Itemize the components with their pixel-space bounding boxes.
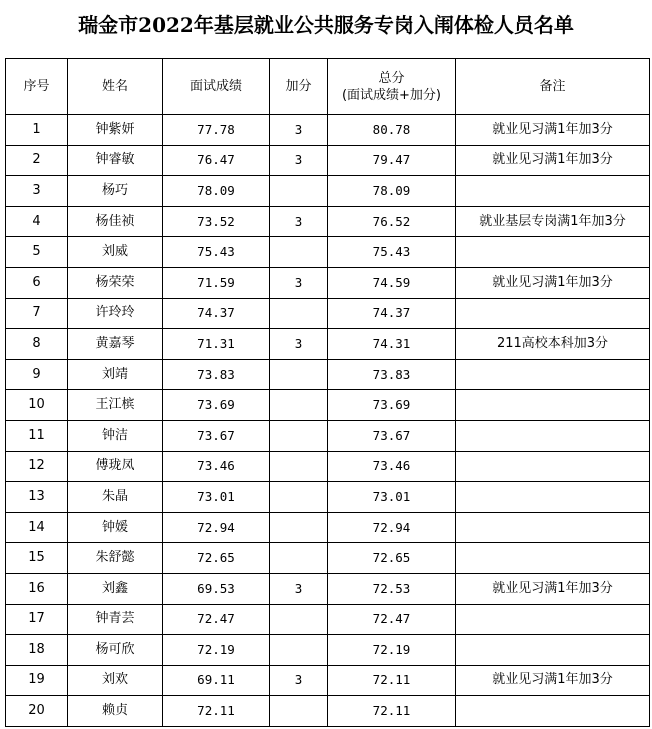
- header-interview-score: 面试成绩: [163, 59, 270, 115]
- cell-seq: 17: [6, 604, 68, 635]
- header-name: 姓名: [68, 59, 163, 115]
- cell-interview-score: 73.67: [163, 420, 270, 451]
- header-remark: 备注: [456, 59, 650, 115]
- cell-name: 钟媛: [68, 512, 163, 543]
- cell-total: 73.67: [328, 420, 456, 451]
- cell-remark: 就业见习满1年加3分: [456, 115, 650, 146]
- cell-total: 72.94: [328, 512, 456, 543]
- cell-name: 杨佳祯: [68, 206, 163, 237]
- table-row: [6, 573, 650, 604]
- cell-name: 许玲玲: [68, 298, 163, 329]
- cell-name: 钟睿敏: [68, 145, 163, 176]
- cell-remark: [456, 237, 650, 268]
- cell-interview-score: 69.53: [163, 573, 270, 604]
- table-row: [6, 512, 650, 543]
- cell-remark: [456, 604, 650, 635]
- cell-bonus: [270, 604, 328, 635]
- cell-name: 刘威: [68, 237, 163, 268]
- cell-name: 刘靖: [68, 359, 163, 390]
- cell-remark: [456, 420, 650, 451]
- cell-bonus: [270, 390, 328, 421]
- cell-remark: [456, 298, 650, 329]
- cell-name: 刘欢: [68, 665, 163, 696]
- cell-interview-score: 72.94: [163, 512, 270, 543]
- header-total-label: 总分: [378, 70, 405, 86]
- cell-seq: 3: [6, 176, 68, 207]
- cell-seq: 4: [6, 206, 68, 237]
- cell-seq: 5: [6, 237, 68, 268]
- cell-interview-score: 76.47: [163, 145, 270, 176]
- cell-interview-score: 71.59: [163, 267, 270, 298]
- candidate-table: [5, 58, 650, 727]
- cell-name: 朱舒懿: [68, 543, 163, 574]
- table-row: [6, 359, 650, 390]
- cell-total: 72.47: [328, 604, 456, 635]
- cell-remark: [456, 390, 650, 421]
- table-row: [6, 482, 650, 513]
- cell-name: 刘鑫: [68, 573, 163, 604]
- cell-bonus: [270, 359, 328, 390]
- cell-total: 76.52: [328, 206, 456, 237]
- cell-total: 72.53: [328, 573, 456, 604]
- cell-total: 73.69: [328, 390, 456, 421]
- cell-remark: [456, 482, 650, 513]
- table-row: [6, 206, 650, 237]
- cell-seq: 11: [6, 420, 68, 451]
- cell-remark: [456, 451, 650, 482]
- cell-bonus: [270, 482, 328, 513]
- cell-name: 杨可欣: [68, 635, 163, 666]
- cell-total: 80.78: [328, 115, 456, 146]
- cell-total: 78.09: [328, 176, 456, 207]
- cell-name: 杨巧: [68, 176, 163, 207]
- table-row: [6, 390, 650, 421]
- cell-bonus: [270, 298, 328, 329]
- cell-bonus: 3: [270, 573, 328, 604]
- cell-seq: 7: [6, 298, 68, 329]
- cell-seq: 16: [6, 573, 68, 604]
- cell-bonus: [270, 635, 328, 666]
- cell-interview-score: 77.78: [163, 115, 270, 146]
- cell-interview-score: 73.46: [163, 451, 270, 482]
- cell-seq: 13: [6, 482, 68, 513]
- table-row: [6, 115, 650, 146]
- cell-seq: 6: [6, 267, 68, 298]
- cell-total: 73.01: [328, 482, 456, 513]
- cell-total: 75.43: [328, 237, 456, 268]
- cell-total: 72.19: [328, 635, 456, 666]
- table-row: [6, 420, 650, 451]
- cell-interview-score: 72.19: [163, 635, 270, 666]
- header-seq: 序号: [6, 59, 68, 115]
- cell-remark: [456, 696, 650, 727]
- cell-remark: 211高校本科加3分: [456, 329, 650, 360]
- cell-interview-score: 72.65: [163, 543, 270, 574]
- cell-name: 赖贞: [68, 696, 163, 727]
- header-row: [6, 59, 650, 115]
- cell-name: 朱晶: [68, 482, 163, 513]
- cell-interview-score: 72.47: [163, 604, 270, 635]
- cell-remark: [456, 635, 650, 666]
- cell-name: 黄嘉琴: [68, 329, 163, 360]
- cell-interview-score: 74.37: [163, 298, 270, 329]
- cell-name: 傅珑凤: [68, 451, 163, 482]
- cell-interview-score: 71.31: [163, 329, 270, 360]
- cell-bonus: 3: [270, 665, 328, 696]
- cell-bonus: 3: [270, 145, 328, 176]
- cell-remark: [456, 543, 650, 574]
- cell-remark: 就业基层专岗满1年加3分: [456, 206, 650, 237]
- cell-seq: 19: [6, 665, 68, 696]
- cell-name: 钟洁: [68, 420, 163, 451]
- cell-bonus: 3: [270, 115, 328, 146]
- cell-interview-score: 78.09: [163, 176, 270, 207]
- cell-bonus: [270, 420, 328, 451]
- cell-interview-score: 75.43: [163, 237, 270, 268]
- table-row: [6, 237, 650, 268]
- table-row: [6, 329, 650, 360]
- cell-total: 79.47: [328, 145, 456, 176]
- cell-seq: 9: [6, 359, 68, 390]
- cell-interview-score: 73.01: [163, 482, 270, 513]
- cell-seq: 18: [6, 635, 68, 666]
- header-total-formula: (面试成绩+加分): [341, 87, 442, 103]
- cell-remark: [456, 512, 650, 543]
- cell-seq: 20: [6, 696, 68, 727]
- cell-name: 钟青芸: [68, 604, 163, 635]
- cell-remark: [456, 176, 650, 207]
- cell-bonus: [270, 696, 328, 727]
- cell-bonus: [270, 512, 328, 543]
- cell-remark: 就业见习满1年加3分: [456, 267, 650, 298]
- cell-bonus: 3: [270, 267, 328, 298]
- cell-total: 72.11: [328, 696, 456, 727]
- cell-interview-score: 73.83: [163, 359, 270, 390]
- table-row: [6, 267, 650, 298]
- cell-bonus: [270, 451, 328, 482]
- cell-remark: 就业见习满1年加3分: [456, 145, 650, 176]
- cell-total: 72.65: [328, 543, 456, 574]
- cell-bonus: 3: [270, 206, 328, 237]
- table-row: [6, 298, 650, 329]
- cell-remark: 就业见习满1年加3分: [456, 573, 650, 604]
- header-total: [328, 59, 456, 115]
- table-row: [6, 176, 650, 207]
- page-title: 瑞金市2022年基层就业公共服务专岗入闱体检人员名单: [78, 13, 574, 37]
- cell-seq: 2: [6, 145, 68, 176]
- cell-bonus: [270, 176, 328, 207]
- cell-seq: 1: [6, 115, 68, 146]
- table-row: [6, 665, 650, 696]
- cell-total: 74.31: [328, 329, 456, 360]
- cell-remark: [456, 359, 650, 390]
- cell-seq: 12: [6, 451, 68, 482]
- cell-interview-score: 69.11: [163, 665, 270, 696]
- cell-interview-score: 72.11: [163, 696, 270, 727]
- table-row: [6, 451, 650, 482]
- table-body: [6, 115, 650, 727]
- cell-interview-score: 73.69: [163, 390, 270, 421]
- cell-seq: 10: [6, 390, 68, 421]
- cell-bonus: 3: [270, 329, 328, 360]
- cell-bonus: [270, 543, 328, 574]
- table-row: [6, 145, 650, 176]
- cell-seq: 15: [6, 543, 68, 574]
- cell-total: 72.11: [328, 665, 456, 696]
- cell-bonus: [270, 237, 328, 268]
- table-row: [6, 696, 650, 727]
- table-row: [6, 635, 650, 666]
- cell-seq: 14: [6, 512, 68, 543]
- cell-interview-score: 73.52: [163, 206, 270, 237]
- cell-name: 钟紫妍: [68, 115, 163, 146]
- header-bonus: 加分: [270, 59, 328, 115]
- cell-total: 73.46: [328, 451, 456, 482]
- cell-seq: 8: [6, 329, 68, 360]
- cell-remark: 就业见习满1年加3分: [456, 665, 650, 696]
- table-row: [6, 604, 650, 635]
- cell-name: 王江槟: [68, 390, 163, 421]
- cell-name: 杨荣荣: [68, 267, 163, 298]
- cell-total: 74.59: [328, 267, 456, 298]
- cell-total: 74.37: [328, 298, 456, 329]
- table-row: [6, 543, 650, 574]
- cell-total: 73.83: [328, 359, 456, 390]
